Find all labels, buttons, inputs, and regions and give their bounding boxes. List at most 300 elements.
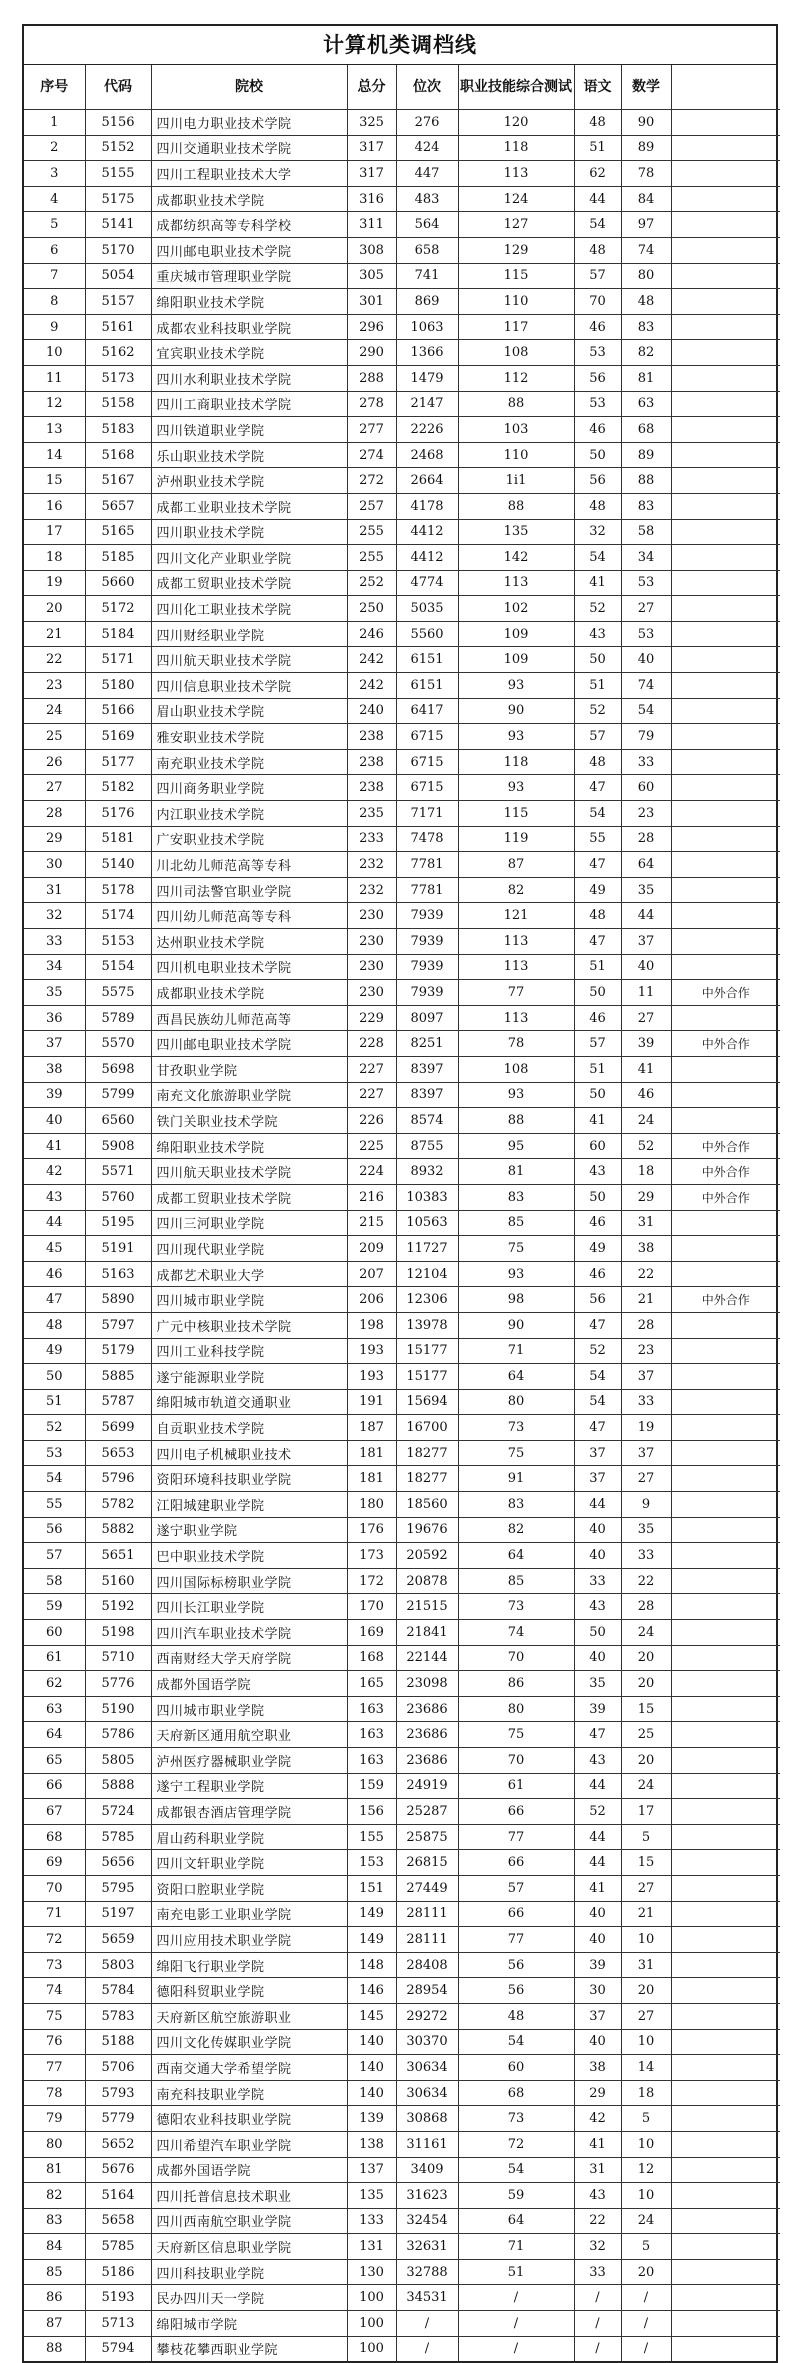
rank-cell: 30370 (396, 2029, 458, 2055)
index-cell: 26 (24, 749, 85, 775)
index-cell: 67 (24, 1799, 85, 1825)
rank-cell: 23686 (396, 1696, 458, 1722)
table-row (24, 724, 780, 750)
math-cell: 20 (621, 1671, 671, 1697)
index-cell: 12 (24, 391, 85, 417)
school-cell: 四川城市职业学院 (151, 1696, 347, 1722)
chinese-cell: 54 (574, 212, 621, 238)
index-cell: 71 (24, 1901, 85, 1927)
index-cell: 4 (24, 186, 85, 212)
total-cell: 232 (347, 852, 396, 878)
note-cell (671, 1108, 780, 1134)
table-row (24, 801, 780, 827)
math-cell: 23 (621, 801, 671, 827)
table-row (24, 2285, 780, 2311)
code-cell: 5197 (85, 1901, 151, 1927)
skill-test-cell: 61 (458, 1773, 574, 1799)
total-cell: 240 (347, 698, 396, 724)
index-cell: 72 (24, 1927, 85, 1953)
rank-cell: 28408 (396, 1952, 458, 1978)
rank-cell: 7781 (396, 877, 458, 903)
rank-cell: 447 (396, 161, 458, 187)
note-cell (671, 954, 780, 980)
code-cell: 5169 (85, 724, 151, 750)
rank-cell: 7939 (396, 954, 458, 980)
math-cell: 29 (621, 1184, 671, 1210)
total-cell: 140 (347, 2080, 396, 2106)
math-cell: 35 (621, 877, 671, 903)
math-cell: 79 (621, 724, 671, 750)
skill-test-cell: 113 (458, 161, 574, 187)
chinese-cell: 39 (574, 1952, 621, 1978)
code-cell: 5179 (85, 1338, 151, 1364)
code-cell: 5178 (85, 877, 151, 903)
school-cell: 四川交通职业技术学院 (151, 135, 347, 161)
school-cell: 成都外国语学院 (151, 2157, 347, 2183)
skill-test-cell: 85 (458, 1210, 574, 1236)
skill-test-cell: 74 (458, 1620, 574, 1646)
note-cell (671, 263, 780, 289)
math-cell: 88 (621, 468, 671, 494)
rank-cell: 10563 (396, 1210, 458, 1236)
total-cell: 274 (347, 442, 396, 468)
code-cell: 5794 (85, 2336, 151, 2361)
chinese-cell: 47 (574, 1312, 621, 1338)
chinese-cell: 55 (574, 826, 621, 852)
code-cell: 5785 (85, 1824, 151, 1850)
total-cell: 191 (347, 1389, 396, 1415)
code-cell: 5651 (85, 1543, 151, 1569)
index-cell: 56 (24, 1517, 85, 1543)
skill-test-cell: 66 (458, 1850, 574, 1876)
math-cell: 31 (621, 1952, 671, 1978)
note-cell (671, 877, 780, 903)
skill-test-cell: 88 (458, 391, 574, 417)
school-cell: 四川希望汽车职业学院 (151, 2131, 347, 2157)
code-cell: 5699 (85, 1415, 151, 1441)
index-cell: 86 (24, 2285, 85, 2311)
school-cell: 内江职业技术学院 (151, 801, 347, 827)
skill-test-cell: 80 (458, 1389, 574, 1415)
note-cell (671, 2131, 780, 2157)
math-cell: 22 (621, 1261, 671, 1287)
note-cell (671, 212, 780, 238)
skill-test-cell: 75 (458, 1440, 574, 1466)
table-row (24, 2106, 780, 2132)
note-cell (671, 1824, 780, 1850)
rank-cell: 32788 (396, 2259, 458, 2285)
math-cell: 44 (621, 903, 671, 929)
index-cell: 37 (24, 1031, 85, 1057)
table-row (24, 2131, 780, 2157)
math-cell: 78 (621, 161, 671, 187)
code-cell: 5192 (85, 1594, 151, 1620)
code-cell: 5706 (85, 2055, 151, 2081)
skill-test-cell: 93 (458, 1082, 574, 1108)
rank-cell: 19676 (396, 1517, 458, 1543)
note-cell (671, 442, 780, 468)
note-cell (671, 161, 780, 187)
code-cell: 5698 (85, 1056, 151, 1082)
school-cell: 四川文化传媒职业学院 (151, 2029, 347, 2055)
math-cell: 35 (621, 1517, 671, 1543)
school-cell: 四川财经职业学院 (151, 621, 347, 647)
math-cell: 40 (621, 647, 671, 673)
note-cell (671, 519, 780, 545)
table-row (24, 1722, 780, 1748)
index-cell: 50 (24, 1364, 85, 1390)
index-cell: 18 (24, 545, 85, 571)
note-cell (671, 903, 780, 929)
index-cell: 31 (24, 877, 85, 903)
code-cell: 5803 (85, 1952, 151, 1978)
table-row (24, 1056, 780, 1082)
table-row (24, 1364, 780, 1390)
rank-cell: 2226 (396, 417, 458, 443)
index-cell: 35 (24, 980, 85, 1006)
skill-test-cell: 129 (458, 237, 574, 263)
table-row (24, 519, 780, 545)
index-cell: 69 (24, 1850, 85, 1876)
rank-cell: 16700 (396, 1415, 458, 1441)
code-cell: 5793 (85, 2080, 151, 2106)
note-cell (671, 1236, 780, 1262)
skill-test-cell: 108 (458, 340, 574, 366)
index-cell: 8 (24, 289, 85, 315)
chinese-cell: 48 (574, 903, 621, 929)
rank-cell: 2664 (396, 468, 458, 494)
table-row (24, 468, 780, 494)
math-cell: 37 (621, 929, 671, 955)
total-cell: 224 (347, 1159, 396, 1185)
index-cell: 46 (24, 1261, 85, 1287)
note-cell (671, 596, 780, 622)
skill-test-cell: 1i1 (458, 468, 574, 494)
code-cell: 5141 (85, 212, 151, 238)
skill-test-cell: 77 (458, 1824, 574, 1850)
skill-test-cell: 113 (458, 1005, 574, 1031)
score-sheet (22, 24, 778, 2363)
math-cell: 64 (621, 852, 671, 878)
rank-cell: / (396, 2311, 458, 2337)
math-cell: 20 (621, 1645, 671, 1671)
math-cell: 38 (621, 1236, 671, 1262)
index-cell: 60 (24, 1620, 85, 1646)
table-row (24, 237, 780, 263)
header-skill-test: 职业技能综合测试 (458, 65, 574, 110)
code-cell: 5783 (85, 2003, 151, 2029)
header-total: 总分 (347, 65, 396, 110)
chinese-cell: 41 (574, 1875, 621, 1901)
table-row (24, 2259, 780, 2285)
note-cell: 中外合作 (671, 1287, 780, 1313)
chinese-cell: 40 (574, 1901, 621, 1927)
math-cell: 74 (621, 673, 671, 699)
rank-cell: 30634 (396, 2080, 458, 2106)
index-cell: 77 (24, 2055, 85, 2081)
code-cell: 5155 (85, 161, 151, 187)
total-cell: 193 (347, 1364, 396, 1390)
rank-cell: 32454 (396, 2208, 458, 2234)
code-cell: 6560 (85, 1108, 151, 1134)
code-cell: 5162 (85, 340, 151, 366)
total-cell: 216 (347, 1184, 396, 1210)
skill-test-cell: 56 (458, 1978, 574, 2004)
school-cell: 成都艺术职业大学 (151, 1261, 347, 1287)
note-cell (671, 2055, 780, 2081)
note-cell (671, 289, 780, 315)
rank-cell: 2468 (396, 442, 458, 468)
chinese-cell: 46 (574, 1261, 621, 1287)
total-cell: 130 (347, 2259, 396, 2285)
table-row (24, 2183, 780, 2209)
skill-test-cell: 93 (458, 775, 574, 801)
school-cell: 绵阳飞行职业学院 (151, 1952, 347, 1978)
total-cell: 180 (347, 1492, 396, 1518)
skill-test-cell: 110 (458, 442, 574, 468)
school-cell: 西南交通大学希望学院 (151, 2055, 347, 2081)
code-cell: 5170 (85, 237, 151, 263)
chinese-cell: 43 (574, 1159, 621, 1185)
code-cell: 5799 (85, 1082, 151, 1108)
code-cell: 5797 (85, 1312, 151, 1338)
math-cell: 24 (621, 1108, 671, 1134)
index-cell: 39 (24, 1082, 85, 1108)
rank-cell: 4774 (396, 570, 458, 596)
school-cell: 南充电影工业职业学院 (151, 1901, 347, 1927)
math-cell: 27 (621, 2003, 671, 2029)
total-cell: 238 (347, 724, 396, 750)
skill-test-cell: 64 (458, 2208, 574, 2234)
total-cell: 153 (347, 1850, 396, 1876)
table-row (24, 2055, 780, 2081)
rank-cell: 24919 (396, 1773, 458, 1799)
skill-test-cell: 121 (458, 903, 574, 929)
index-cell: 2 (24, 135, 85, 161)
code-cell: 5188 (85, 2029, 151, 2055)
rank-cell: 18277 (396, 1440, 458, 1466)
school-cell: 成都银杏酒店管理学院 (151, 1799, 347, 1825)
code-cell: 5660 (85, 570, 151, 596)
skill-test-cell: 71 (458, 1338, 574, 1364)
total-cell: 100 (347, 2285, 396, 2311)
code-cell: 5796 (85, 1466, 151, 1492)
note-cell (671, 1645, 780, 1671)
table-row (24, 1620, 780, 1646)
total-cell: 155 (347, 1824, 396, 1850)
school-cell: 绵阳城市学院 (151, 2311, 347, 2337)
rank-cell: 23686 (396, 1722, 458, 1748)
math-cell: 20 (621, 1748, 671, 1774)
total-cell: 230 (347, 980, 396, 1006)
school-cell: 自贡职业技术学院 (151, 1415, 347, 1441)
table-row (24, 110, 780, 136)
school-cell: 四川托普信息技术职业 (151, 2183, 347, 2209)
total-cell: 301 (347, 289, 396, 315)
note-cell (671, 929, 780, 955)
code-cell: 5575 (85, 980, 151, 1006)
school-cell: 乐山职业技术学院 (151, 442, 347, 468)
table-row (24, 1440, 780, 1466)
index-cell: 42 (24, 1159, 85, 1185)
skill-test-cell: 68 (458, 2080, 574, 2106)
school-cell: 江阳城建职业学院 (151, 1492, 347, 1518)
skill-test-cell: 118 (458, 749, 574, 775)
total-cell: 140 (347, 2029, 396, 2055)
rank-cell: 10383 (396, 1184, 458, 1210)
note-cell (671, 801, 780, 827)
code-cell: 5168 (85, 442, 151, 468)
table-row (24, 647, 780, 673)
skill-test-cell: 109 (458, 647, 574, 673)
note-cell (671, 2208, 780, 2234)
total-cell: 317 (347, 135, 396, 161)
rank-cell: 3409 (396, 2157, 458, 2183)
score-table (24, 65, 780, 2361)
skill-test-cell: 75 (458, 1236, 574, 1262)
total-cell: 133 (347, 2208, 396, 2234)
math-cell: 40 (621, 954, 671, 980)
table-row (24, 1338, 780, 1364)
school-cell: 四川西南航空职业学院 (151, 2208, 347, 2234)
rank-cell: 2147 (396, 391, 458, 417)
rank-cell: 34531 (396, 2285, 458, 2311)
table-row (24, 673, 780, 699)
school-cell: 天府新区通用航空职业 (151, 1722, 347, 1748)
total-cell: 139 (347, 2106, 396, 2132)
code-cell: 5186 (85, 2259, 151, 2285)
chinese-cell: 53 (574, 340, 621, 366)
code-cell: 5167 (85, 468, 151, 494)
chinese-cell: 52 (574, 596, 621, 622)
school-cell: 泸州职业技术学院 (151, 468, 347, 494)
index-cell: 17 (24, 519, 85, 545)
rank-cell: 7478 (396, 826, 458, 852)
code-cell: 5779 (85, 2106, 151, 2132)
index-cell: 44 (24, 1210, 85, 1236)
rank-cell: 7781 (396, 852, 458, 878)
index-cell: 9 (24, 314, 85, 340)
math-cell: 34 (621, 545, 671, 571)
skill-test-cell: 98 (458, 1287, 574, 1313)
school-cell: 绵阳职业技术学院 (151, 289, 347, 315)
table-row (24, 596, 780, 622)
skill-test-cell: 85 (458, 1568, 574, 1594)
school-cell: 成都农业科技职业学院 (151, 314, 347, 340)
total-cell: 193 (347, 1338, 396, 1364)
table-row (24, 2080, 780, 2106)
total-cell: 169 (347, 1620, 396, 1646)
chinese-cell: 52 (574, 698, 621, 724)
chinese-cell: 37 (574, 1466, 621, 1492)
index-cell: 84 (24, 2234, 85, 2260)
code-cell: 5185 (85, 545, 151, 571)
math-cell: 83 (621, 314, 671, 340)
chinese-cell: 40 (574, 1927, 621, 1953)
table-row (24, 929, 780, 955)
index-cell: 28 (24, 801, 85, 827)
index-cell: 19 (24, 570, 85, 596)
math-cell: 80 (621, 263, 671, 289)
chinese-cell: 37 (574, 2003, 621, 2029)
total-cell: 255 (347, 545, 396, 571)
chinese-cell: 40 (574, 1543, 621, 1569)
note-cell: 中外合作 (671, 980, 780, 1006)
total-cell: 140 (347, 2055, 396, 2081)
index-cell: 45 (24, 1236, 85, 1262)
rank-cell: 7939 (396, 929, 458, 955)
math-cell: 27 (621, 596, 671, 622)
code-cell: 5180 (85, 673, 151, 699)
chinese-cell: / (574, 2311, 621, 2337)
skill-test-cell: 95 (458, 1133, 574, 1159)
header-code: 代码 (85, 65, 151, 110)
school-cell: 成都工贸职业技术学院 (151, 1184, 347, 1210)
school-cell: 达州职业技术学院 (151, 929, 347, 955)
school-cell: 南充职业技术学院 (151, 749, 347, 775)
note-cell (671, 135, 780, 161)
note-cell (671, 570, 780, 596)
chinese-cell: 44 (574, 1824, 621, 1850)
total-cell: 156 (347, 1799, 396, 1825)
math-cell: 53 (621, 621, 671, 647)
chinese-cell: 44 (574, 1850, 621, 1876)
table-row (24, 1696, 780, 1722)
note-cell (671, 1056, 780, 1082)
note-cell (671, 1927, 780, 1953)
code-cell: 5163 (85, 1261, 151, 1287)
school-cell: 民办四川天一学院 (151, 2285, 347, 2311)
math-cell: 28 (621, 826, 671, 852)
note-cell (671, 1005, 780, 1031)
school-cell: 四川长江职业学院 (151, 1594, 347, 1620)
chinese-cell: 54 (574, 801, 621, 827)
code-cell: 5190 (85, 1696, 151, 1722)
skill-test-cell: 73 (458, 2106, 574, 2132)
math-cell: 10 (621, 2131, 671, 2157)
rank-cell: 564 (396, 212, 458, 238)
table-row (24, 2208, 780, 2234)
index-cell: 49 (24, 1338, 85, 1364)
total-cell: 159 (347, 1773, 396, 1799)
table-row (24, 2234, 780, 2260)
chinese-cell: 48 (574, 493, 621, 519)
math-cell: 41 (621, 1056, 671, 1082)
math-cell: 33 (621, 1543, 671, 1569)
code-cell: 5184 (85, 621, 151, 647)
note-cell (671, 1389, 780, 1415)
rank-cell: 5560 (396, 621, 458, 647)
note-cell (671, 775, 780, 801)
school-cell: 四川文化产业职业学院 (151, 545, 347, 571)
note-cell (671, 2336, 780, 2361)
skill-test-cell: 86 (458, 1671, 574, 1697)
skill-test-cell: 66 (458, 1901, 574, 1927)
note-cell (671, 852, 780, 878)
table-row (24, 1927, 780, 1953)
code-cell: 5174 (85, 903, 151, 929)
chinese-cell: 57 (574, 1031, 621, 1057)
note-cell (671, 545, 780, 571)
skill-test-cell: 102 (458, 596, 574, 622)
code-cell: 5570 (85, 1031, 151, 1057)
skill-test-cell: 48 (458, 2003, 574, 2029)
rank-cell: 869 (396, 289, 458, 315)
chinese-cell: 32 (574, 2234, 621, 2260)
school-cell: 德阳科贸职业学院 (151, 1978, 347, 2004)
skill-test-cell: 54 (458, 2029, 574, 2055)
rank-cell: 30868 (396, 2106, 458, 2132)
